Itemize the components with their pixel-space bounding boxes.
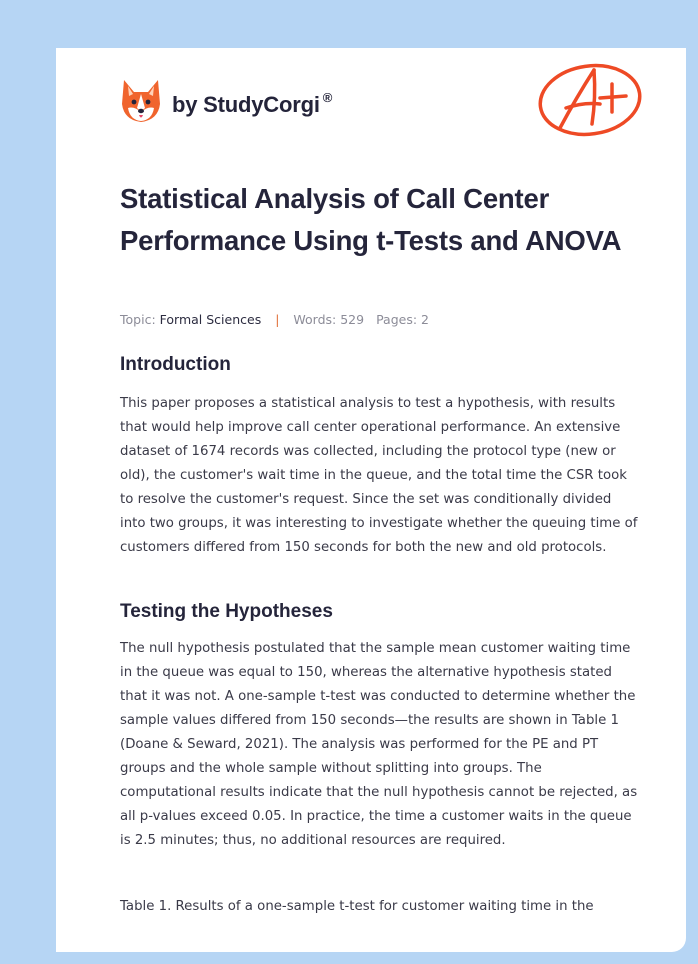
topic-label: Topic:	[120, 312, 156, 327]
page-count: Pages: 2	[376, 312, 429, 327]
section-heading-testing-hypotheses: Testing the Hypotheses	[120, 601, 333, 622]
document-title: Statistical Analysis of Call Center Performance Using t-Tests and ANOVA	[120, 183, 622, 256]
site-header	[120, 76, 332, 126]
word-count: Words: 529	[293, 312, 365, 327]
paragraph-introduction: This paper proposes a statistical analysis to test a hypothesis, with results that would help improve call center operational performance. An extensive dataset of 1674 records was collected, including the protocol type (new or old), the customer's wait time in the queue, and the total time the CSR took to resolve the customer's request. Since the set was conditionally divided into two groups, it was interesting to investigate whether the queuing time of customers differed from 150 seconds for both the new and old protocols.	[120, 396, 638, 555]
topic-link[interactable]: Formal Sciences	[159, 312, 262, 327]
meta-separator: |	[275, 312, 280, 327]
brand-text: by StudyCorgi	[172, 92, 320, 117]
section-heading-introduction: Introduction	[120, 354, 231, 375]
document-meta	[120, 312, 429, 327]
table-caption: Table 1. Results of a one-sample t-test for customer waiting time in the	[120, 899, 594, 914]
paragraph-testing-hypotheses: The null hypothesis postulated that the sample mean customer waiting time in the queue was equal to 150, whereas the alternative hypothesis stated that it was not. A one-sample t-test was conducted to determine whether the sample values differed from 150 seconds—the results are shown in Table 1 (Doane & Seward, 2021). The analysis was performed for the PE and PT groups and the whole sample without splitting into groups. The computational results indicate that the null hypothesis cannot be rejected, as all p-values exceed 0.05. In practice, the time a customer waits in the queue is 2.5 minutes; thus, no additional resources are required.	[120, 641, 638, 848]
document-page	[56, 48, 686, 952]
registered-mark: ®	[322, 90, 333, 105]
grade-a-plus-badge	[536, 58, 648, 140]
grade-label: A+	[536, 58, 538, 59]
brand-name[interactable]	[172, 92, 332, 118]
corgi-logo-icon[interactable]	[120, 78, 162, 124]
